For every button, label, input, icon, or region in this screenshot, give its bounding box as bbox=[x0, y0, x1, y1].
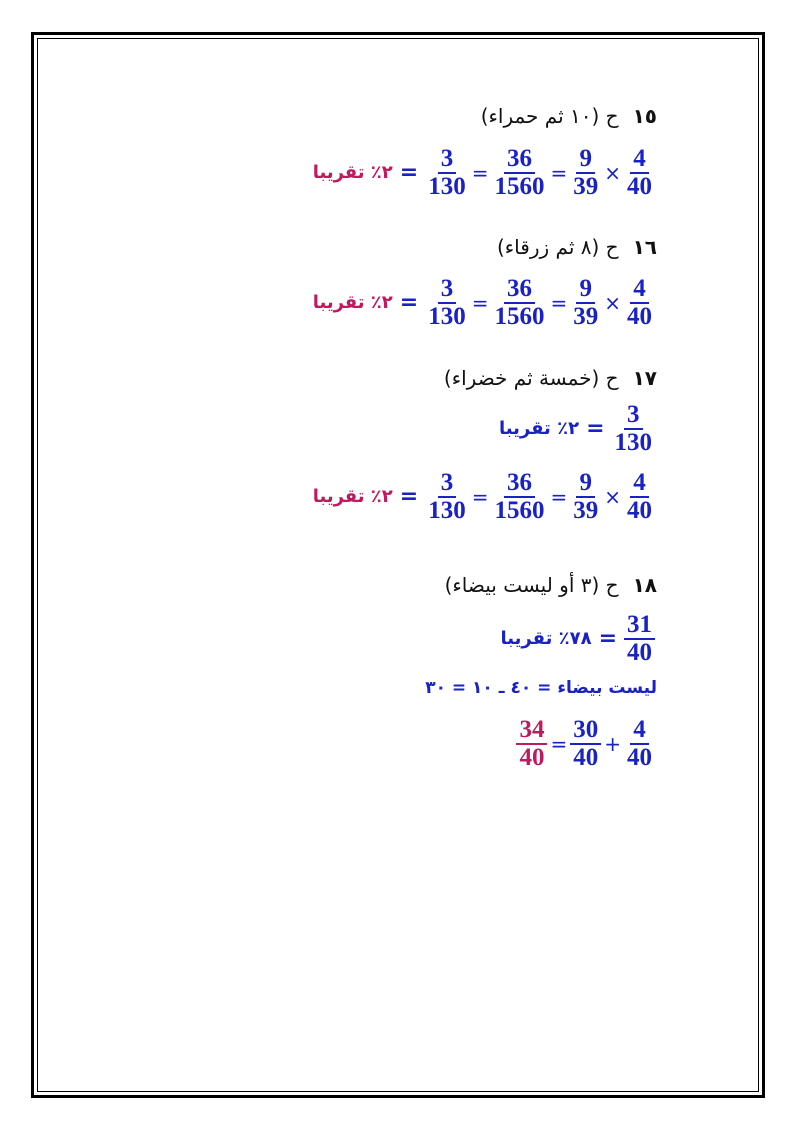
equals-sign: = bbox=[471, 160, 489, 185]
denominator: 40 bbox=[519, 743, 545, 771]
problem-18-short-equation bbox=[501, 612, 657, 665]
fraction bbox=[491, 470, 547, 523]
denominator: 1560 bbox=[494, 302, 545, 330]
problem-text: ح (٨ ثم زرقاء) bbox=[496, 235, 619, 259]
plus-sign: + bbox=[604, 731, 621, 756]
denominator: 40 bbox=[627, 302, 652, 330]
equals-sign: = bbox=[399, 290, 419, 315]
result-approx: ٢٪ تقريبا bbox=[312, 292, 393, 313]
denominator: 130 bbox=[614, 428, 652, 456]
numerator: 4 bbox=[630, 470, 649, 498]
fraction bbox=[570, 146, 601, 199]
fraction bbox=[570, 717, 601, 770]
problem-16-heading bbox=[497, 235, 657, 259]
numerator: 34 bbox=[516, 717, 547, 745]
problem-number: ١٧ bbox=[632, 366, 657, 390]
denominator: 40 bbox=[627, 172, 652, 200]
fraction bbox=[570, 470, 601, 523]
denominator: 40 bbox=[573, 743, 599, 771]
equals-sign: = bbox=[471, 484, 489, 509]
times-sign: × bbox=[604, 484, 621, 509]
problem-17-equation bbox=[313, 470, 657, 523]
fraction bbox=[491, 146, 547, 199]
denominator: 40 bbox=[627, 496, 652, 524]
denominator: 130 bbox=[428, 172, 466, 200]
equals-sign: = bbox=[550, 731, 568, 756]
problem-number: ١٨ bbox=[632, 573, 657, 597]
numerator: 36 bbox=[504, 146, 535, 174]
numerator: 36 bbox=[504, 276, 535, 304]
equals-sign: = bbox=[550, 484, 568, 509]
problem-15-equation bbox=[313, 146, 657, 199]
numerator: 9 bbox=[576, 276, 595, 304]
numerator: 9 bbox=[576, 146, 595, 174]
result-approx: ٢٪ تقريبا bbox=[312, 486, 393, 507]
problem-18-heading bbox=[445, 573, 657, 597]
problem-number: ١٦ bbox=[632, 235, 657, 259]
numerator: 31 bbox=[624, 612, 655, 640]
fraction bbox=[425, 470, 469, 523]
denominator: 39 bbox=[573, 496, 599, 524]
problem-18-note: ليست بيضاء = ٤٠ ـ ١٠ = ٣٠ bbox=[425, 678, 657, 698]
problem-number: ١٥ bbox=[632, 104, 657, 128]
equals-sign: = bbox=[399, 160, 419, 185]
fraction bbox=[624, 276, 655, 329]
numerator: 3 bbox=[438, 276, 457, 304]
numerator: 4 bbox=[630, 276, 649, 304]
problem-text: ح (١٠ ثم حمراء) bbox=[480, 104, 619, 128]
equals-sign: = bbox=[586, 416, 605, 441]
fraction bbox=[425, 146, 469, 199]
fraction bbox=[491, 276, 547, 329]
result-approx: ٢٪ تقريبا bbox=[312, 162, 393, 183]
problem-17-heading bbox=[444, 366, 657, 390]
problem-18-sum-equation bbox=[514, 717, 657, 770]
fraction bbox=[612, 402, 656, 455]
fraction bbox=[516, 717, 547, 770]
numerator: 3 bbox=[624, 402, 643, 430]
denominator: 1560 bbox=[494, 172, 545, 200]
result-approx: ٧٨٪ تقريبا bbox=[500, 628, 592, 649]
denominator: 130 bbox=[428, 496, 466, 524]
denominator: 40 bbox=[627, 743, 652, 771]
denominator: 39 bbox=[573, 172, 599, 200]
numerator: 3 bbox=[438, 470, 457, 498]
numerator: 4 bbox=[630, 146, 649, 174]
problem-15-heading bbox=[481, 104, 657, 128]
numerator: 30 bbox=[570, 717, 601, 745]
denominator: 1560 bbox=[494, 496, 545, 524]
times-sign: × bbox=[604, 160, 621, 185]
problem-17-short-equation bbox=[499, 402, 657, 455]
fraction bbox=[425, 276, 469, 329]
problem-text: ح (خمسة ثم خضراء) bbox=[443, 366, 619, 390]
denominator: 39 bbox=[573, 302, 599, 330]
equals-sign: = bbox=[471, 290, 489, 315]
problem-text: ح (٣ أو ليست بيضاء) bbox=[444, 573, 619, 597]
equals-sign: = bbox=[550, 160, 568, 185]
numerator: 9 bbox=[576, 470, 595, 498]
denominator: 130 bbox=[428, 302, 466, 330]
numerator: 4 bbox=[630, 717, 649, 745]
equals-sign: = bbox=[550, 290, 568, 315]
fraction bbox=[624, 470, 655, 523]
fraction bbox=[570, 276, 601, 329]
fraction bbox=[624, 717, 655, 770]
fraction bbox=[624, 612, 655, 665]
denominator: 40 bbox=[627, 638, 652, 666]
equals-sign: = bbox=[399, 484, 419, 509]
equals-sign: = bbox=[598, 626, 617, 651]
numerator: 3 bbox=[438, 146, 457, 174]
times-sign: × bbox=[604, 290, 621, 315]
problem-16-equation bbox=[313, 276, 657, 329]
numerator: 36 bbox=[504, 470, 535, 498]
result-approx: ٢٪ تقريبا bbox=[499, 418, 580, 439]
fraction bbox=[624, 146, 655, 199]
